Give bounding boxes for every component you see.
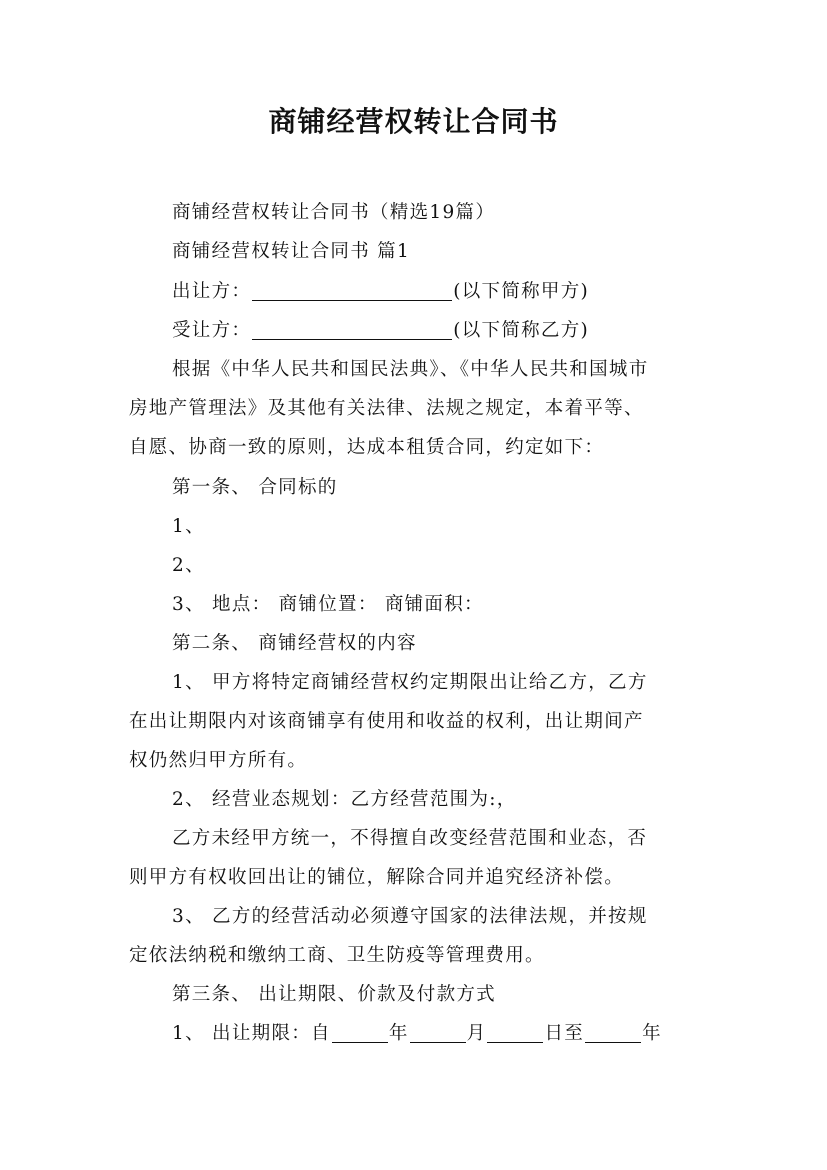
day-blank	[487, 1022, 543, 1043]
article2-p1-line2: 在出让期限内对该商铺享有使用和收益的权利，出让期间产	[129, 711, 644, 732]
day-to-label: 日至	[544, 1023, 585, 1044]
party-a-blank	[252, 280, 452, 301]
document-subtitle: 商铺经营权转让合同书（精选19篇）	[172, 202, 496, 223]
month-label: 月	[466, 1023, 487, 1044]
article3-item1-prefix: 1、 出让期限：自	[172, 1023, 331, 1044]
article1-item1: 1、	[172, 516, 205, 537]
year-blank	[332, 1022, 388, 1043]
section-heading: 商铺经营权转让合同书 篇1	[172, 241, 411, 262]
article2-p3-line1: 乙方未经甲方统一，不得擅自改变经营范围和业态，否	[172, 828, 648, 849]
year-label: 年	[388, 1023, 409, 1044]
article2-heading: 第二条、 商铺经营权的内容	[172, 633, 417, 654]
article3-heading: 第三条、 出让期限、价款及付款方式	[172, 984, 496, 1005]
intro-line-3: 自愿、协商一致的原则，达成本租赁合同，约定如下：	[129, 437, 605, 458]
intro-line-1: 根据《中华人民共和国民法典》、《中华人民共和国城市	[172, 359, 649, 380]
article2-p3-line2: 则甲方有权收回出让的铺位，解除合同并追究经济补偿。	[129, 867, 625, 888]
party-b-suffix: (以下简称乙方)	[453, 320, 590, 341]
year2-blank	[585, 1022, 641, 1043]
document-title: 商铺经营权转让合同书	[268, 105, 559, 138]
party-a-line	[172, 277, 589, 303]
party-a-label: 出让方：	[172, 281, 252, 302]
article2-p1-line3: 权仍然归甲方所有。	[129, 750, 308, 771]
article2-p1-line1: 1、 甲方将特定商铺经营权约定期限出让给乙方，乙方	[172, 672, 648, 693]
article1-heading: 第一条、 合同标的	[172, 477, 338, 498]
year2-label: 年	[642, 1023, 662, 1044]
party-b-label: 受让方：	[172, 320, 252, 341]
party-a-suffix: (以下简称甲方)	[453, 281, 590, 302]
article2-p4-line2: 定依法纳税和缴纳工商、卫生防疫等管理费用。	[129, 945, 545, 966]
article3-item1	[172, 1019, 662, 1045]
article2-p4-line1: 3、 乙方的经营活动必须遵守国家的法律法规，并按规	[172, 906, 648, 927]
article1-item2: 2、	[172, 555, 205, 576]
article2-p2: 2、 经营业态规划：乙方经营范围为:，	[172, 789, 517, 810]
article1-item3: 3、 地点： 商铺位置： 商铺面积：	[172, 594, 484, 615]
intro-line-2: 房地产管理法》及其他有关法律、法规之规定，本着平等、	[129, 398, 644, 419]
month-blank	[410, 1022, 466, 1043]
party-b-blank	[252, 319, 452, 340]
party-b-line	[172, 316, 589, 342]
